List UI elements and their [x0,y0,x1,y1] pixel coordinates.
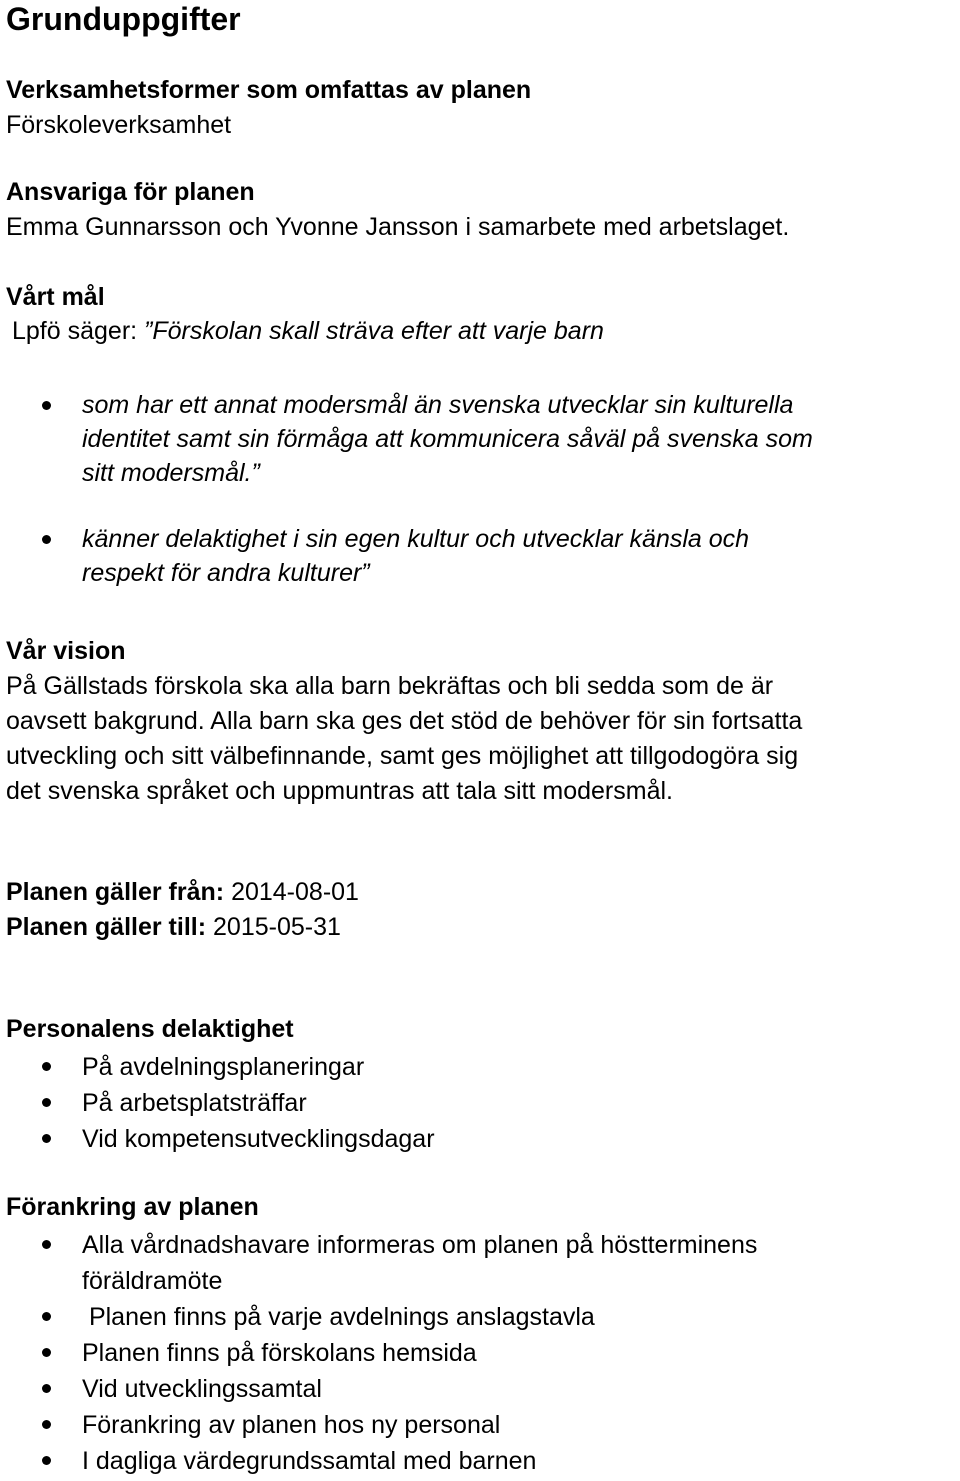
ansvariga-heading: Ansvariga för planen [6,178,255,206]
bullet-icon [42,1312,51,1321]
ansvariga-value: Emma Gunnarsson och Yvonne Jansson i samarbete med arbetslaget. [6,213,790,241]
bullet-icon [42,401,51,410]
valid-to-label: Planen gäller till: [6,913,207,941]
mal-intro-quote: ”Förskolan skall sträva efter att varje barn [144,317,604,345]
vision-heading: Vår vision [6,637,126,665]
vision-line: det svenska språket och uppmuntras att tala sitt modersmål. [6,777,673,805]
mal-intro-prefix: Lpfö säger: [12,317,145,345]
valid-to-value: 2015-05-31 [206,913,341,941]
list-item: Planen finns på förskolans hemsida [0,1335,956,1371]
bullet-icon [42,1456,51,1465]
personal-list [0,1049,956,1157]
mal-intro [12,314,604,349]
bullet-icon [42,1348,51,1357]
page-title: Grunduppgifter [6,1,241,37]
list-item: På arbetsplatsträffar [0,1085,956,1121]
personal-heading: Personalens delaktighet [6,1015,294,1043]
valid-from-label: Planen gäller från: [6,878,225,906]
list-item: Vid utvecklingssamtal [0,1371,956,1407]
vision-section [6,634,956,809]
forankring-list [0,1227,956,1479]
bullet-icon [42,535,51,544]
giltighet-section [6,875,956,945]
bullet-icon [42,1420,51,1429]
vision-line: På Gällstads förskola ska alla barn bekräftas och bli sedda som de är [6,672,774,700]
list-item: Alla vårdnadshavare informeras om planen på höstterminens föräldramöte [0,1227,956,1299]
list-item: Vid kompetensutvecklingsdagar [0,1121,956,1157]
list-item: På avdelningsplaneringar [0,1049,956,1085]
bullet-icon [42,1062,51,1071]
list-item: Planen finns på varje avdelnings anslagstavla [0,1299,956,1335]
list-item: Förankring av planen hos ny personal [0,1407,956,1443]
list-item: som har ett annat modersmål än svenska utvecklar sin kulturella identitet samt sin förmåga att kommunicera såväl på svenska som sitt modersmål.” [0,388,956,490]
mal-heading: Vårt mål [6,283,105,311]
valid-from [6,875,956,910]
valid-to [6,910,956,945]
verksamhet-section [6,73,956,143]
bullet-icon [42,1134,51,1143]
list-item: känner delaktighet i sin egen kultur och utvecklar känsla och respekt för andra kulturer” [0,522,956,590]
mal-list-2 [0,522,956,590]
forankring-heading: Förankring av planen [6,1193,259,1221]
valid-from-value: 2014-08-01 [224,878,359,906]
vision-line: oavsett bakgrund. Alla barn ska ges det stöd de behöver för sin fortsatta [6,707,803,735]
verksamhet-heading: Verksamhetsformer som omfattas av planen [6,76,532,104]
bullet-icon [42,1098,51,1107]
bullet-icon [42,1240,51,1249]
verksamhet-value: Förskoleverksamhet [6,111,232,139]
list-item: I dagliga värdegrundssamtal med barnen [0,1443,956,1479]
vision-line: utveckling och sitt välbefinnande, samt ges möjlighet att tillgodogöra sig [6,742,799,770]
ansvariga-section [6,175,956,245]
mal-list [0,388,956,490]
bullet-icon [42,1384,51,1393]
